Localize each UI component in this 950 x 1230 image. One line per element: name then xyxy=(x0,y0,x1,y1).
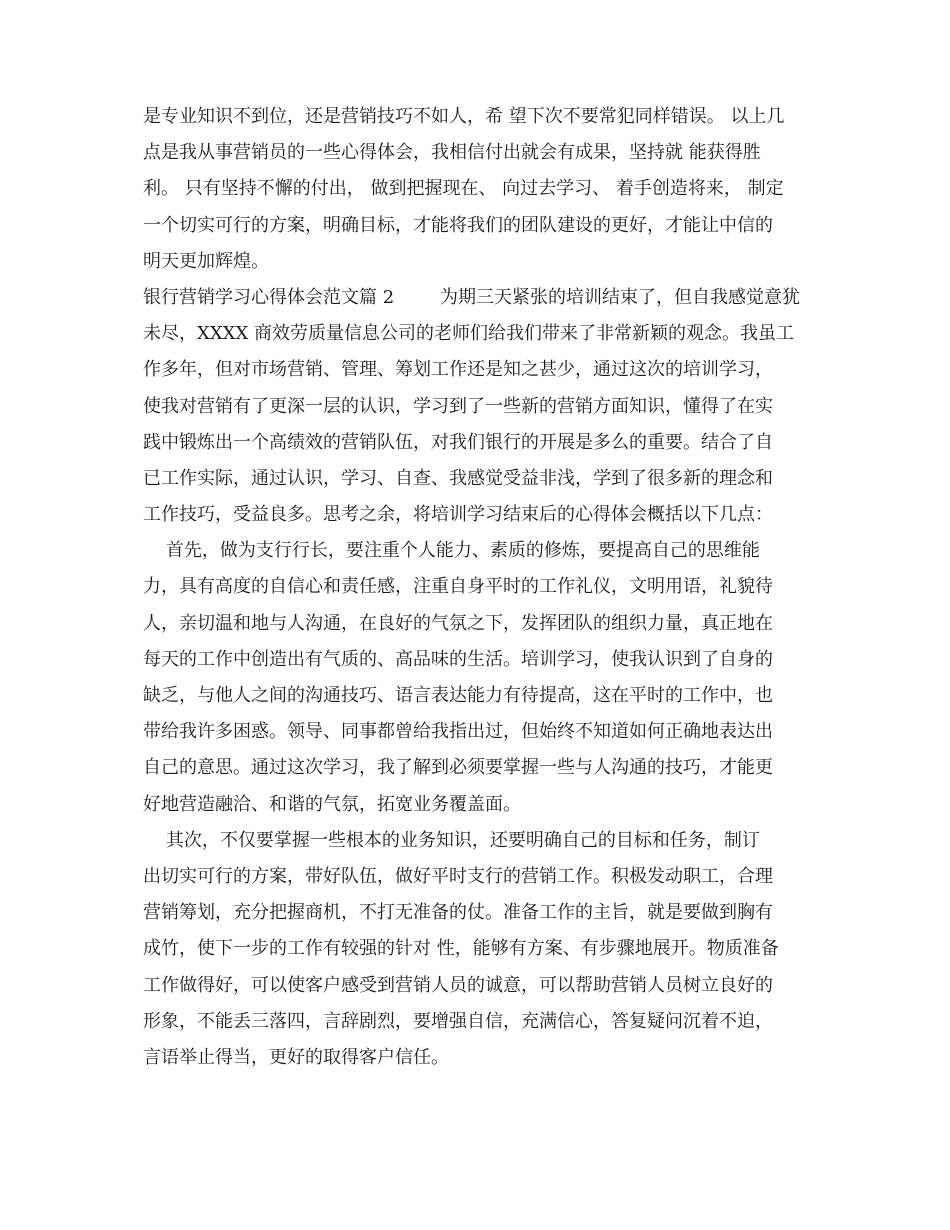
text-line: 言语举止得当，更好的取得客户信任。 xyxy=(143,1046,449,1068)
text-line: 工作做得好，可以使客户感受到营销人员的诚意，可以帮助营销人员树立良好的 xyxy=(143,974,773,996)
section-heading-line: 银行营销学习心得体会范文篇 2 为期三天紧张的培训结束了，但自我感觉意犹 xyxy=(143,286,800,308)
text-line: 明天更加辉煌。 xyxy=(143,250,269,272)
text-line: 成竹，使下一步的工作有较强的针对 性，能够有方案、有步骤地展开。物质准备 xyxy=(143,938,779,960)
text-line: 营销筹划，充分把握商机，不打无准备的仗。准备工作的主旨，就是要做到胸有 xyxy=(143,902,773,924)
text-line: 是专业知识不到位，还是营销技巧不如人，希 望下次不要常犯同样错误。 以上几 xyxy=(143,106,785,127)
paragraph-start-line: 其次，不仅要掌握一些根本的业务知识，还要明确自己的目标和任务，制订 xyxy=(143,829,760,851)
text-line: 践中锻炼出一个高绩效的营销队伍，对我们银行的开展是多么的重要。结合了自 xyxy=(143,431,773,453)
text-line: 每天的工作中创造出有气质的、高品味的生活。培训学习，使我认识到了自身的 xyxy=(143,648,773,670)
text-line: 一个切实可行的方案，明确目标，才能将我们的团队建设的更好，才能让中信的 xyxy=(143,214,773,236)
text-line: 利。 只有坚持不懈的付出， 做到把握现在、 向过去学习、 着手创造将来， 制定 xyxy=(143,178,784,200)
text-line: 人，亲切温和地与人沟通，在良好的气氛之下，发挥团队的组织力量，真正地在 xyxy=(143,612,773,634)
text-line: 形象，不能丢三落四，言辞剧烈，要增强自信，充满信心，答复疑问沉着不迫， xyxy=(143,1010,773,1032)
document-body xyxy=(143,99,813,1076)
text-line: 点是我从事营销员的一些心得体会，我相信付出就会有成果，坚持就 能获得胜 xyxy=(143,142,761,164)
text-line: 自己的意思。通过这次学习，我了解到必须要掌握一些与人沟通的技巧，才能更 xyxy=(143,757,773,779)
text-line: 工作技巧，受益良多。思考之余，将培训学习结束后的心得体会概括以下几点： xyxy=(143,504,773,526)
paragraph-start-line: 首先，做为支行行长，要注重个人能力、素质的修炼，要提高自己的思维能 xyxy=(143,540,760,562)
text-line: 作多年，但对市场营销、管理、筹划工作还是知之甚少，通过这次的培训学习， xyxy=(143,359,773,381)
text-line: 缺乏，与他人之间的沟通技巧、语言表达能力有待提高，这在平时的工作中，也 xyxy=(143,685,773,706)
text-line: 力，具有高度的自信心和责任感，注重自身平时的工作礼仪，文明用语，礼貌待 xyxy=(143,576,773,598)
text-line: 好地营造融洽、和谐的气氛，拓宽业务覆盖面。 xyxy=(143,793,521,815)
text-line: 出切实可行的方案，带好队伍，做好平时支行的营销工作。积极发动职工，合理 xyxy=(143,865,773,887)
text-line: 已工作实际，通过认识，学习、自查、我感觉受益非浅，学到了很多新的理念和 xyxy=(143,467,773,489)
text-line: 使我对营销有了更深一层的认识，学习到了一些新的营销方面知识，懂得了在实 xyxy=(143,395,773,417)
text-line: 未尽，XXXX 商效劳质量信息公司的老师们给我们带来了非常新颖的观念。我虽工 xyxy=(143,323,794,345)
text-line: 带给我许多困惑。领导、同事都曾给我指出过，但始终不知道如何正确地表达出 xyxy=(143,721,773,743)
